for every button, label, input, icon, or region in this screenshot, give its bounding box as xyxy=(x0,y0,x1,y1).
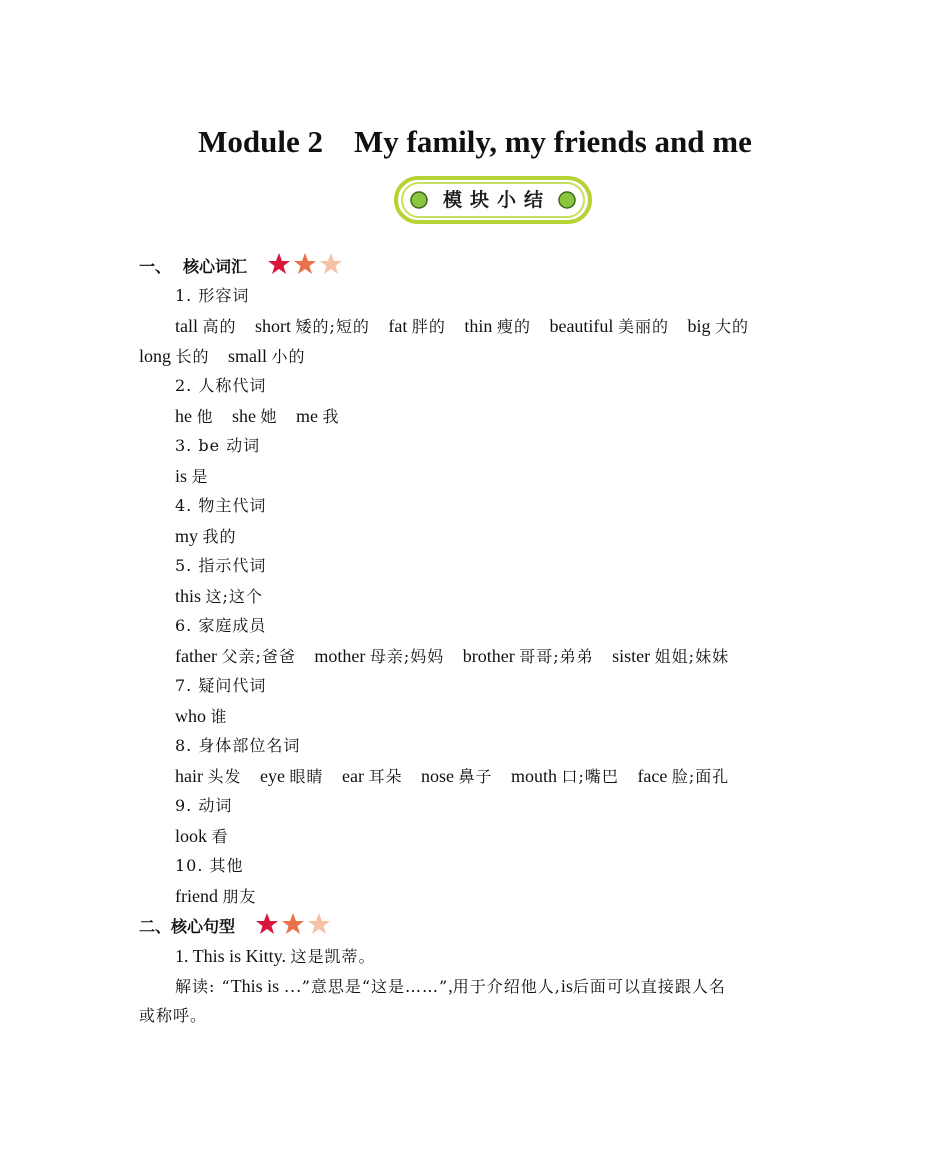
vocab-heading-interrogative: 7. 疑问代词 xyxy=(175,676,267,695)
vocab-line-interrogative: who 谁 xyxy=(175,706,228,726)
vocab-heading-body-parts: 8. 身体部位名词 xyxy=(175,736,301,755)
vocab-heading-pronouns: 2. 人称代词 xyxy=(175,376,267,395)
vocab-heading-adjectives: 1. 形容词 xyxy=(175,286,250,305)
section-number: 二、 xyxy=(139,917,172,936)
module-summary-badge xyxy=(394,175,592,225)
vocab-line-verbs: look 看 xyxy=(175,826,229,846)
vocab-heading-demonstrative: 5. 指示代词 xyxy=(175,556,267,575)
sentence-1: 1. This is Kitty. 这是凯蒂。 xyxy=(175,946,376,966)
vocab-line-be-verb: is 是 xyxy=(175,466,209,486)
vocab-line-pronouns: he 他 she 她 me 我 xyxy=(175,406,340,426)
vocab-line-possessive: my 我的 xyxy=(175,526,237,546)
section-label: 核心词汇 xyxy=(183,257,248,276)
vocab-line-adjectives-2: long 长的 small 小的 xyxy=(139,346,306,366)
section-label: 核心句型 xyxy=(171,917,236,936)
vocab-line-demonstrative: this 这;这个 xyxy=(175,586,263,606)
difficulty-stars-icon xyxy=(267,252,343,286)
vocab-heading-family: 6. 家庭成员 xyxy=(175,616,267,635)
page-title: Module 2 My family, my friends and me xyxy=(198,124,752,159)
section-number: 一、 xyxy=(139,257,172,276)
vocab-line-others: friend 朋友 xyxy=(175,886,257,906)
vocab-line-body-parts: hair 头发 eye 眼睛 ear 耳朵 nose 鼻子 mouth 口;嘴巴 face 脸;面孔 xyxy=(175,766,730,786)
vocab-heading-possessive: 4. 物主代词 xyxy=(175,496,267,515)
vocab-heading-be-verb: 3. be 动词 xyxy=(175,436,261,455)
vocab-heading-verbs: 9. 动词 xyxy=(175,796,233,815)
vocab-heading-others: 10. 其他 xyxy=(175,856,244,875)
sentence-1-explanation: 解读: “This is …”意思是“这是……”,用于介绍他人,is后面可以直接跟人名 xyxy=(175,976,726,996)
sentence-1-explanation-cont: 或称呼。 xyxy=(139,1006,208,1025)
vocab-line-family: father 父亲;爸爸 mother 母亲;妈妈 brother 哥哥;弟弟 sister 姐姐;妹妹 xyxy=(175,646,730,666)
vocab-line-adjectives-1: tall 高的 short 矮的;短的 fat 胖的 thin 瘦的 beautiful 美丽的 big 大的 xyxy=(175,316,749,336)
badge-label: 模块小结 xyxy=(442,189,551,211)
